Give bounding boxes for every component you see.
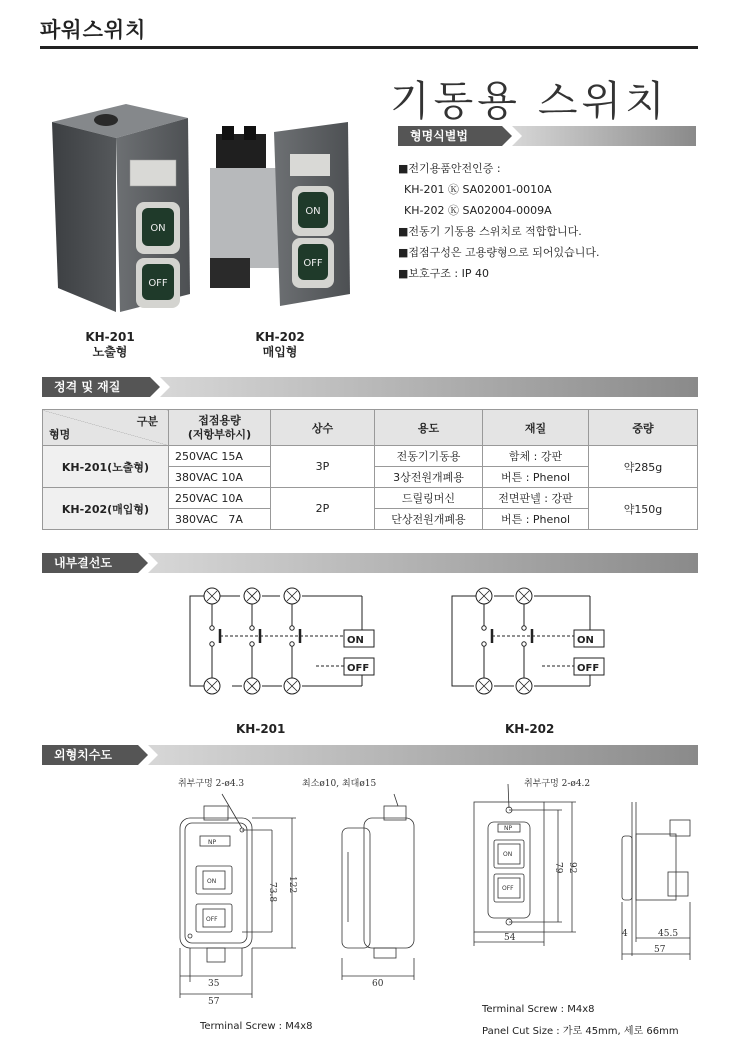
dim-kh202-h1: 79: [553, 862, 563, 874]
row-model: KH-202(매입형): [43, 488, 169, 530]
header-capacity-1: 접점용량: [198, 413, 241, 427]
kh201-photo: [52, 104, 190, 312]
row-mat-a: 전면판넬 : 강판: [483, 488, 589, 509]
dim-kh201-off: OFF: [206, 916, 218, 923]
dim-kh201-on: ON: [207, 878, 217, 885]
wiring-diagrams: [180, 582, 620, 712]
kc-mark-icon: Ⓚ: [447, 183, 459, 196]
header-model: 형명: [49, 428, 71, 441]
kh202-side-view: [622, 802, 690, 960]
terminal-note-kh202: Terminal Screw : M4x8: [482, 1004, 595, 1015]
model-id-band: [398, 126, 696, 146]
header-phase: 상수: [271, 410, 375, 446]
wiring-label-kh202: KH-202: [505, 722, 555, 736]
nameplate-kh201: NP: [208, 839, 217, 846]
diameter-note: 최소ø10, 최대ø15: [302, 779, 377, 789]
row-usage-a: 전동기기동용: [375, 446, 483, 467]
model-id-heading: 형명식별법: [398, 126, 502, 146]
kh201-off-text: OFF: [148, 278, 168, 289]
panel-cut-note: Panel Cut Size : 가로 45mm, 세로 66mm: [482, 1026, 679, 1037]
cert-kh201: [398, 179, 600, 200]
dim-kh202-side1: 4: [622, 929, 628, 939]
kh201-on-label: ON: [347, 635, 364, 646]
cert-kh202: [398, 200, 600, 221]
table-row: [43, 446, 698, 467]
kh202-off-text: OFF: [303, 258, 323, 269]
bullet-contact: ■접점구성은 고용량형으로 되어있습니다.: [398, 246, 600, 259]
table-row: [43, 488, 698, 509]
bullet-motor: ■전동기 기동용 스위치로 적합합니다.: [398, 225, 582, 238]
row-mat-a: 함체 : 강판: [483, 446, 589, 467]
terminal-note-kh201: Terminal Screw : M4x8: [200, 1021, 313, 1032]
cert-number: SA02004-0009A: [462, 204, 552, 217]
dim-kh202-side3: 57: [654, 945, 666, 955]
header-usage: 용도: [375, 410, 483, 446]
kh202-off-label: OFF: [577, 663, 600, 674]
kh202-type: 매입형: [262, 345, 298, 359]
kh201-on-text: ON: [150, 223, 166, 234]
kh201-side-view: [342, 794, 414, 980]
hole-note-kh201: 취부구멍 2-ø4.3: [178, 779, 245, 789]
model-id-specs: [398, 158, 600, 284]
kh201-type: 노출형: [92, 345, 128, 359]
kh202-photo: [210, 122, 350, 306]
row-usage-b: 3상전원개폐용: [375, 467, 483, 488]
row-model: KH-201(노출형): [43, 446, 169, 488]
nameplate-kh202: NP: [504, 825, 513, 832]
hole-note-kh202: 취부구멍 2-ø4.2: [524, 779, 591, 789]
header-material: 재질: [483, 410, 589, 446]
dim-kh201-w2: 57: [208, 997, 220, 1007]
title-rule: [40, 46, 698, 49]
dim-kh201-h2: 122: [287, 876, 297, 894]
page-title: 파워스위치: [40, 18, 147, 42]
cert-number: SA02001-0010A: [462, 183, 552, 196]
row-cap-b: 380VAC 10A: [169, 467, 271, 488]
row-mat-b: 버튼 : Phenol: [483, 509, 589, 530]
wiring-heading: 내부결선도: [42, 553, 138, 573]
row-weight: 약285g: [589, 446, 698, 488]
row-usage-a: 드릴링머신: [375, 488, 483, 509]
kh201-model: KH-201: [85, 330, 135, 344]
wiring-band: [42, 553, 698, 573]
wiring-label-kh201: KH-201: [236, 722, 286, 736]
kh201-front-view: [180, 794, 296, 998]
row-usage-b: 단상전원개폐용: [375, 509, 483, 530]
row-cap-a: 250VAC 15A: [169, 446, 271, 467]
dim-kh202-h2: 92: [567, 862, 577, 874]
header-diagonal-cell: [43, 410, 169, 446]
row-cap-a: 250VAC 10A: [169, 488, 271, 509]
dim-kh202-off: OFF: [502, 885, 514, 892]
dim-kh202-w: 54: [504, 933, 516, 943]
kh202-on-label: ON: [577, 635, 594, 646]
row-phase: 3P: [271, 446, 375, 488]
dim-kh202-side2: 45.5: [658, 929, 679, 939]
header-weight: 중량: [589, 410, 698, 446]
dimensions-band: [42, 745, 698, 765]
cert-model: KH-202: [404, 204, 445, 217]
dimension-drawings: [160, 772, 720, 1008]
dimensions-heading: 외형치수도: [42, 745, 138, 765]
dim-kh202-on: ON: [503, 851, 513, 858]
kc-mark-icon: Ⓚ: [447, 204, 459, 217]
product-photos: [38, 98, 358, 330]
dim-kh201-w1: 35: [208, 979, 220, 989]
ratings-table: [42, 409, 698, 530]
ratings-heading: 정격 및 재질: [42, 377, 150, 397]
dim-kh201-h1: 73.8: [267, 882, 277, 903]
cert-label: ■전기용품안전인증 :: [398, 162, 501, 175]
kh202-caption: [240, 330, 320, 360]
row-mat-b: 버튼 : Phenol: [483, 467, 589, 488]
bullet-protection: ■보호구조 : IP 40: [398, 267, 489, 280]
row-weight: 약150g: [589, 488, 698, 530]
kh202-model: KH-202: [255, 330, 305, 344]
kh201-off-label: OFF: [347, 663, 370, 674]
kh201-caption: [70, 330, 150, 360]
header-capacity: [169, 410, 271, 446]
header-capacity-2: (저항부하시): [187, 427, 252, 441]
cert-model: KH-201: [404, 183, 445, 196]
kh202-on-text: ON: [305, 206, 321, 217]
row-phase: 2P: [271, 488, 375, 530]
dim-kh201-depth: 60: [372, 979, 384, 989]
row-cap-b: 380VAC 7A: [169, 509, 271, 530]
main-title: 기동용 스위치: [390, 77, 669, 125]
header-division: 구분: [136, 415, 158, 428]
ratings-band: [42, 377, 698, 397]
